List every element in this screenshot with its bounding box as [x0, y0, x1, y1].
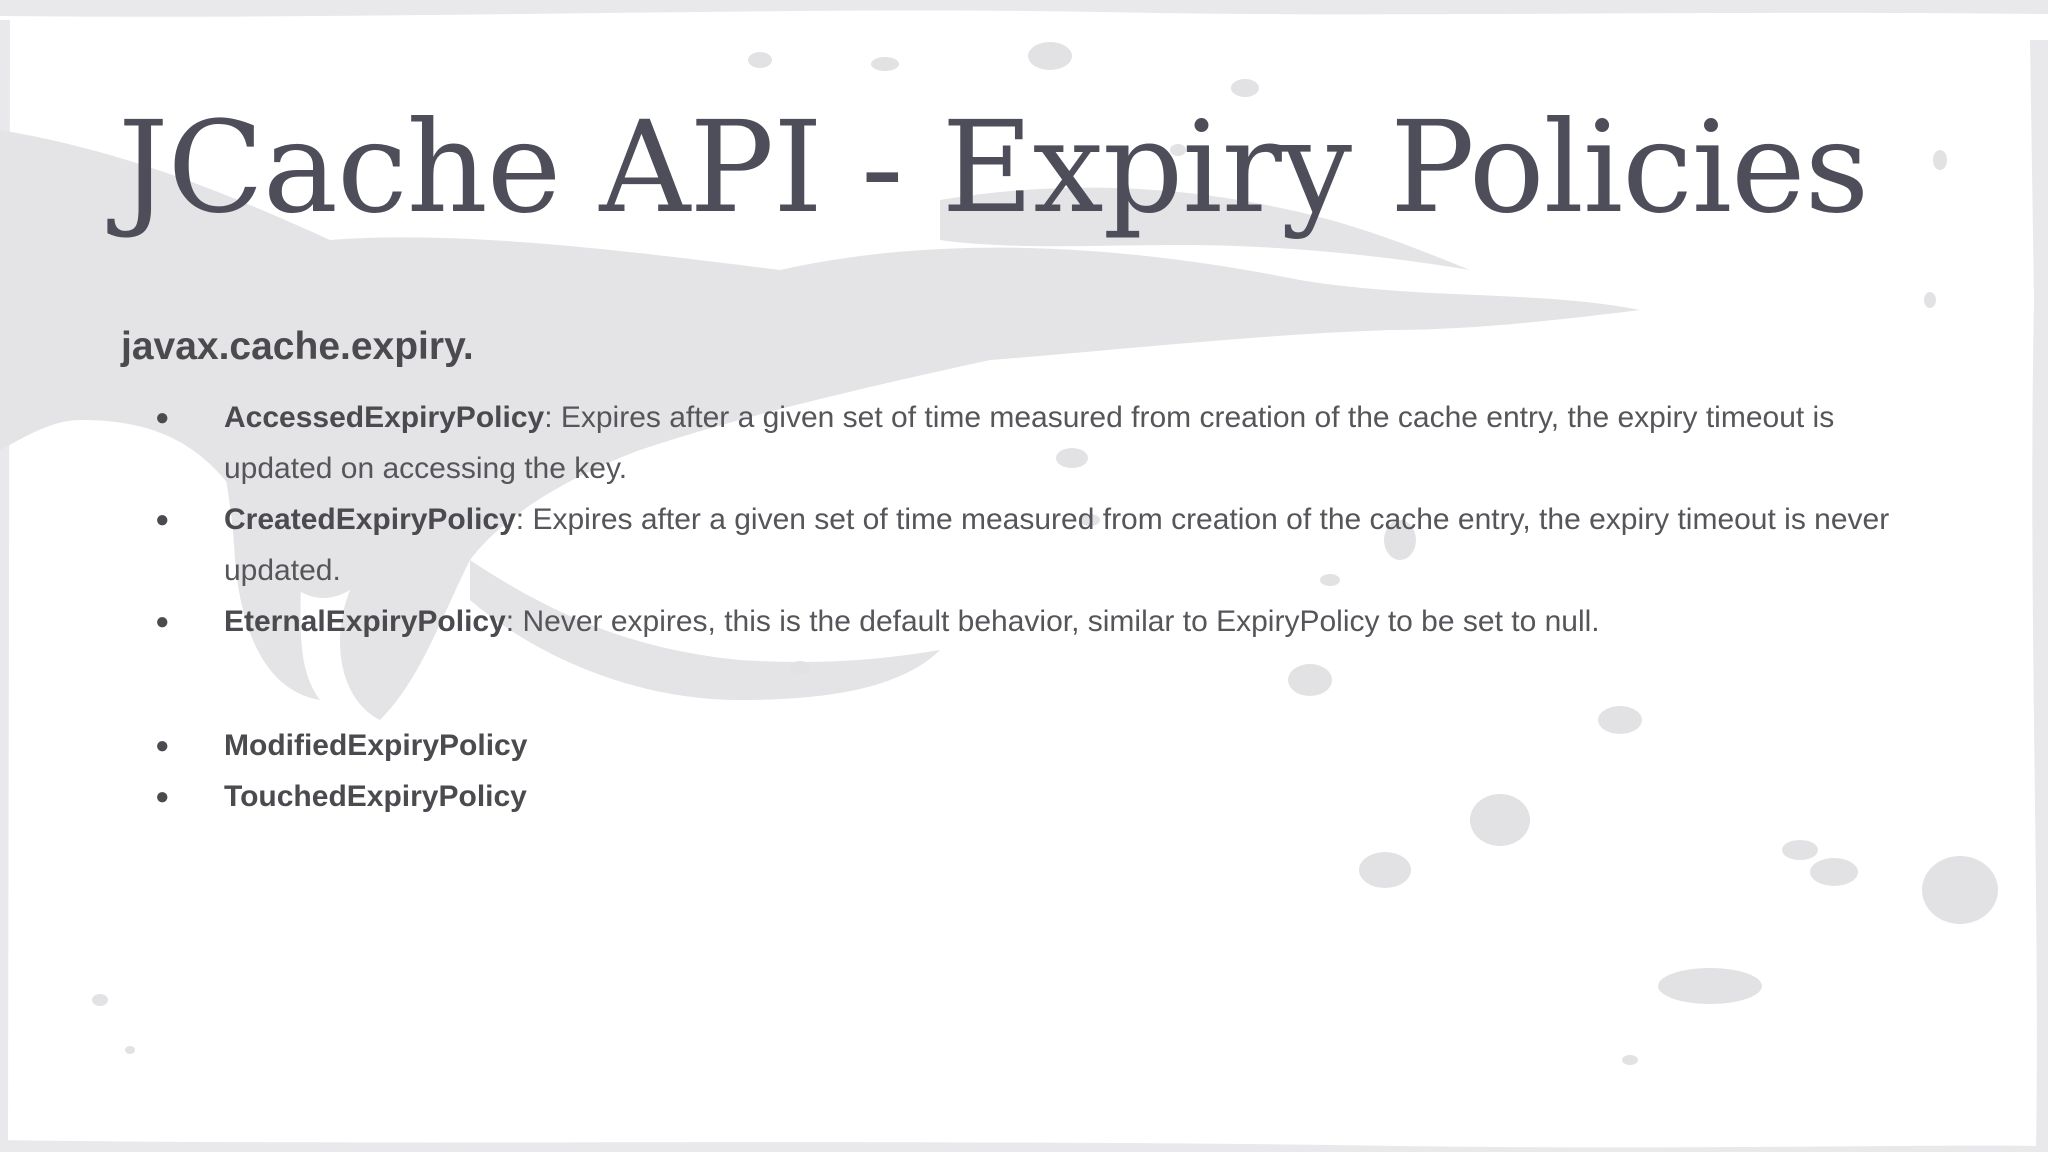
bullet-icon: ●	[155, 404, 170, 431]
policy-name: CreatedExpiryPolicy	[224, 503, 516, 536]
policy-description: : Expires after a given set of time measured from creation of the cache entry, the expiry timeout is updated on accessing the key.	[224, 401, 1835, 485]
bullet-icon: ●	[155, 608, 170, 635]
policy-name: EternalExpiryPolicy	[224, 605, 506, 638]
policy-name: AccessedExpiryPolicy	[224, 401, 545, 434]
policy-description: : Expires after a given set of time measured from creation of the cache entry, the expiry timeout is never updated.	[224, 503, 1890, 587]
list-item-eternal-expiry-policy	[155, 596, 1924, 647]
policy-description: : Never expires, this is the default behavior, similar to ExpiryPolicy to be set to null.	[505, 605, 1600, 638]
slide-title: JCache API - Expiry Policies	[118, 94, 1869, 241]
policy-name: ModifiedExpiryPolicy	[224, 729, 528, 762]
list-item-modified-expiry-policy	[155, 720, 1924, 771]
list-item-accessed-expiry-policy	[155, 392, 1924, 494]
bullet-icon: ●	[155, 732, 170, 759]
bullet-icon: ●	[155, 506, 170, 533]
list-item-touched-expiry-policy	[155, 771, 1924, 822]
list-item-created-expiry-policy	[155, 494, 1924, 596]
policy-name: TouchedExpiryPolicy	[224, 780, 527, 813]
package-heading: javax.cache.expiry.	[121, 325, 474, 368]
bullet-icon: ●	[155, 783, 170, 810]
